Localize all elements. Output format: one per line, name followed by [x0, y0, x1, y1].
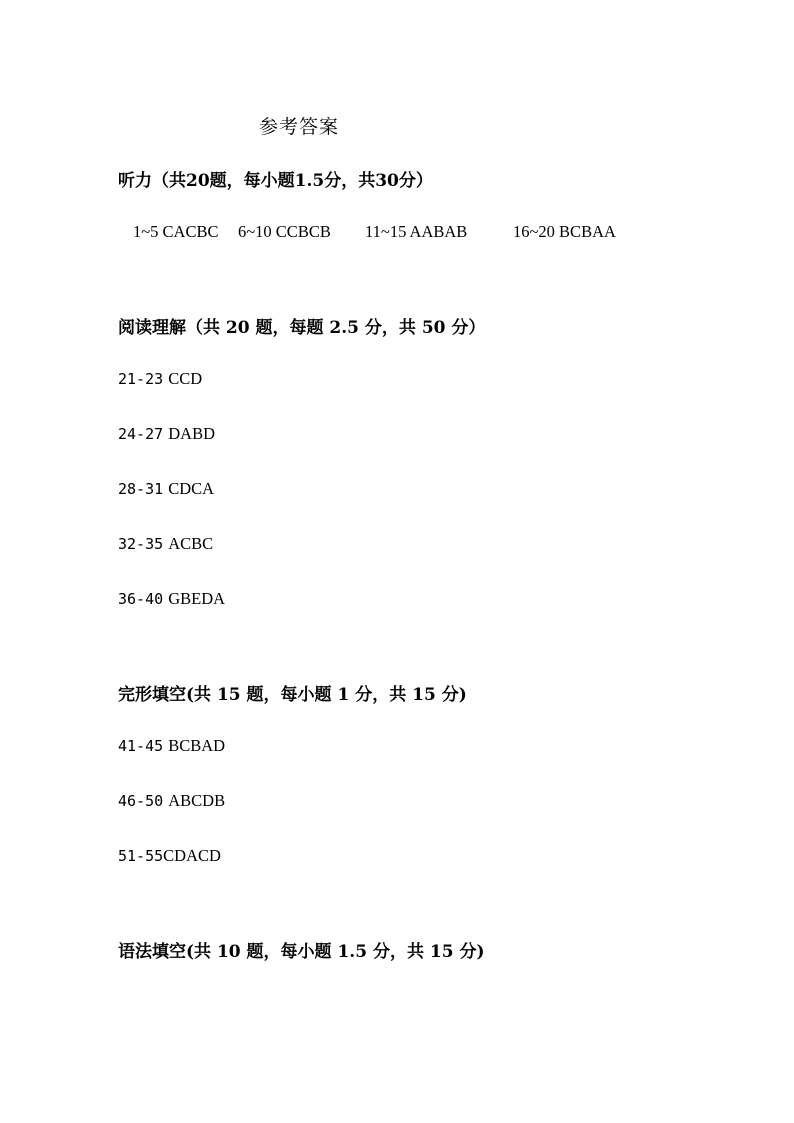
cloze-answer-41-45	[118, 736, 225, 756]
grammar-heading: 语法填空(共 10 题，每小题 1.5 分，共 15 分)	[118, 942, 485, 962]
answer-letters: CDCA	[168, 479, 215, 498]
cloze-heading: 完形填空(共 15 题，每小题 1 分，共 15 分)	[118, 685, 467, 705]
page-title: 参考答案	[259, 116, 340, 138]
listening-group-2: 6~10 CCBCB	[238, 222, 331, 241]
listening-group-1: 1~5 CACBC	[133, 222, 219, 241]
reading-answer-24-27	[118, 424, 215, 444]
listening-heading: 听力（共20题，每小题1.5分，共30分）	[118, 171, 433, 191]
answer-range: 36-40	[118, 590, 164, 608]
answer-letters: BCBAD	[168, 736, 226, 755]
answer-letters: ACBC	[168, 534, 214, 553]
answer-range: 46-50	[118, 792, 164, 810]
answer-letters: CDACD	[163, 846, 221, 865]
answer-letters: GBEDA	[168, 589, 226, 608]
reading-answer-28-31	[118, 479, 214, 499]
listening-group-3: 11~15 AABAB	[365, 222, 468, 241]
answer-letters: CCD	[168, 369, 203, 388]
cloze-answer-51-55	[118, 846, 221, 866]
reading-answer-36-40	[118, 589, 225, 609]
answer-letters: DABD	[168, 424, 216, 443]
answer-letters: ABCDB	[168, 791, 226, 810]
answer-range: 51-55	[118, 847, 164, 865]
answer-range: 24-27	[118, 425, 164, 443]
answer-range: 41-45	[118, 737, 164, 755]
reading-answer-21-23	[118, 369, 202, 389]
answer-range: 28-31	[118, 480, 164, 498]
listening-group-4: 16~20 BCBAA	[513, 222, 616, 241]
reading-heading: 阅读理解（共 20 题，每题 2.5 分，共 50 分）	[118, 318, 486, 338]
answer-range: 21-23	[118, 370, 164, 388]
cloze-answer-46-50	[118, 791, 225, 811]
reading-answer-32-35	[118, 534, 213, 554]
answer-range: 32-35	[118, 535, 164, 553]
